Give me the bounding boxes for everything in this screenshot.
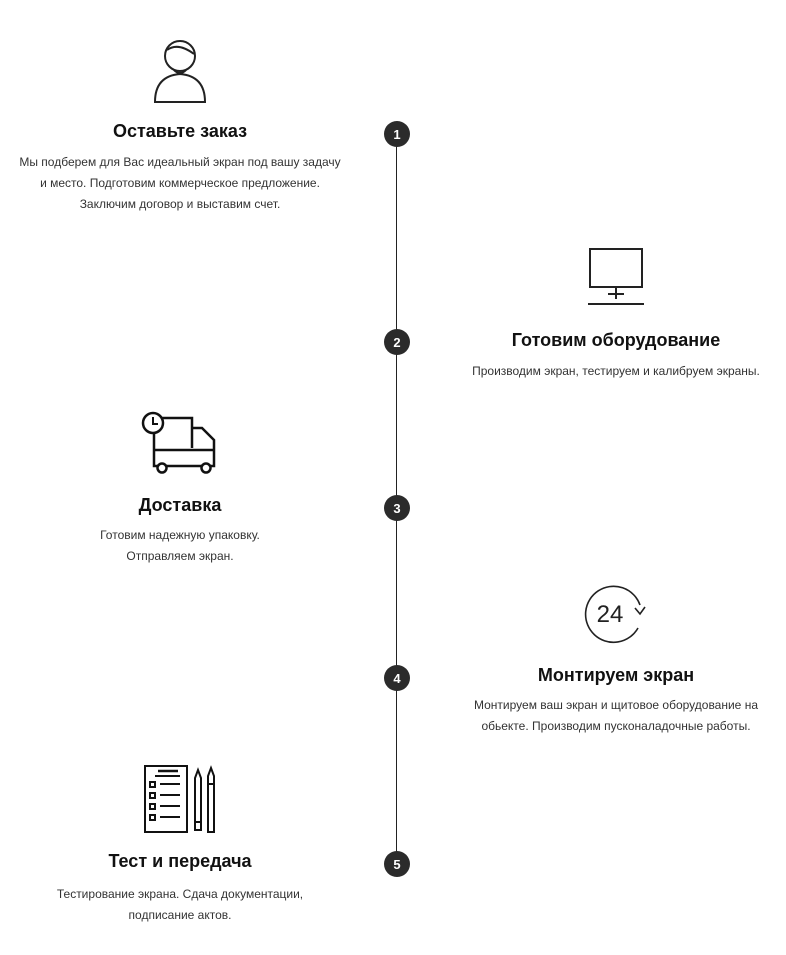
step-2 [446, 246, 786, 382]
step-number-5: 5 [384, 851, 410, 877]
step-title: Оставьте заказ [112, 121, 248, 141]
step-number-1: 1 [384, 121, 410, 147]
step-5 [10, 764, 350, 926]
24h-icon [580, 580, 652, 646]
step-4 [446, 580, 786, 737]
step-title: Тест и передача [108, 851, 252, 871]
24h-label: 24 [596, 601, 624, 628]
step-description: Тестирование экрана. Сдача документации, подписание актов. [56, 887, 304, 922]
step-description: Монтируем ваш экран и щитовое оборудование на обьекте. Производим пусконаладочные работы. [473, 698, 758, 733]
step-1 [10, 36, 350, 215]
step-description: Мы подберем для Вас идеальный экран под вашу задачу и место. Подготовим коммерческое предложение. Заключим договор и выставим счет. [19, 155, 341, 211]
step-3 [10, 410, 350, 567]
step-description: Готовим надежную упаковку. Отправляем экран. [100, 528, 260, 563]
step-description: Производим экран, тестируем и калибруем экраны. [472, 364, 760, 378]
step-number-4: 4 [384, 665, 410, 691]
step-title: Готовим оборудование [511, 330, 721, 350]
user-icon [150, 36, 210, 106]
truck-icon [140, 410, 220, 478]
monitor-icon [584, 246, 648, 308]
step-title: Доставка [138, 495, 222, 515]
checklist-icon [140, 764, 220, 836]
step-number-3: 3 [384, 495, 410, 521]
step-title: Монтируем экран [537, 665, 695, 685]
step-number-2: 2 [384, 329, 410, 355]
